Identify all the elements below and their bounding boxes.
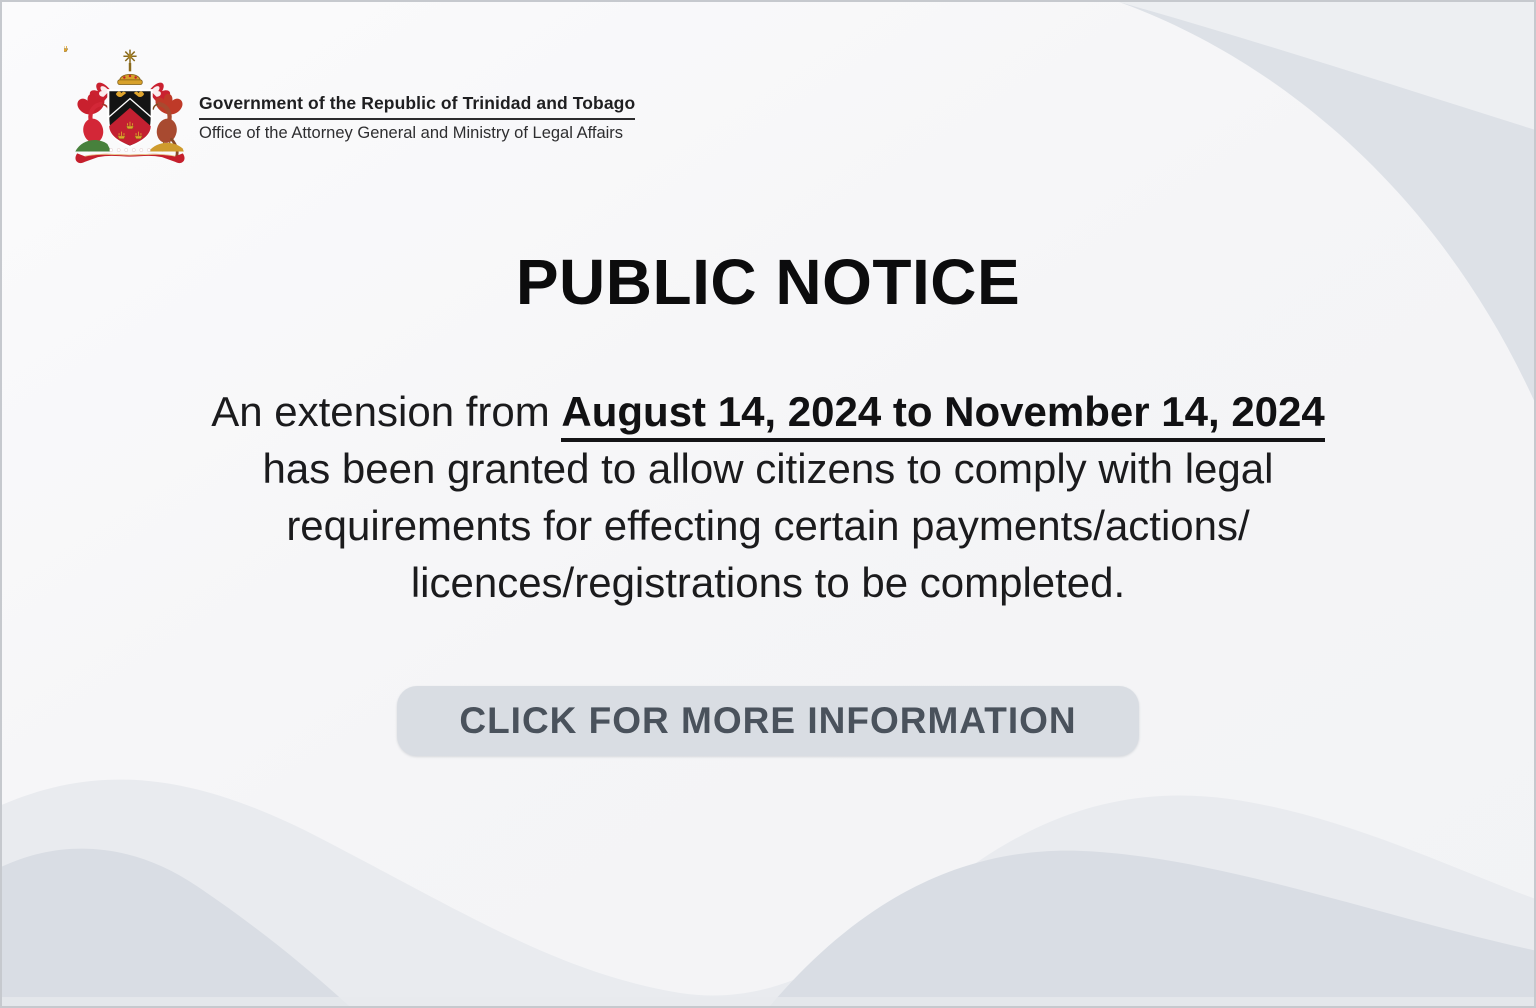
more-information-button[interactable]: CLICK FOR MORE INFORMATION (397, 686, 1139, 756)
coat-of-arms-icon (64, 46, 196, 174)
header-org-block (199, 93, 635, 143)
org-name: Government of the Republic of Trinidad and Tobago (199, 93, 635, 120)
page-title: PUBLIC NOTICE (515, 246, 1021, 318)
notice-line-3: requirements for effecting certain payments/actions/ (286, 502, 1250, 549)
notice-line-1 (42, 383, 1494, 440)
notice-line-4: licences/registrations to be completed. (410, 559, 1126, 606)
dept-name: Office of the Attorney General and Ministry of Legal Affairs (199, 124, 624, 142)
extension-date-range: August 14, 2024 to November 14, 2024 (561, 388, 1324, 442)
notice-line-2: has been granted to allow citizens to comply with legal (262, 445, 1274, 492)
notice-line-1-prefix: An extension from (211, 388, 562, 435)
notice-body (42, 383, 1494, 611)
